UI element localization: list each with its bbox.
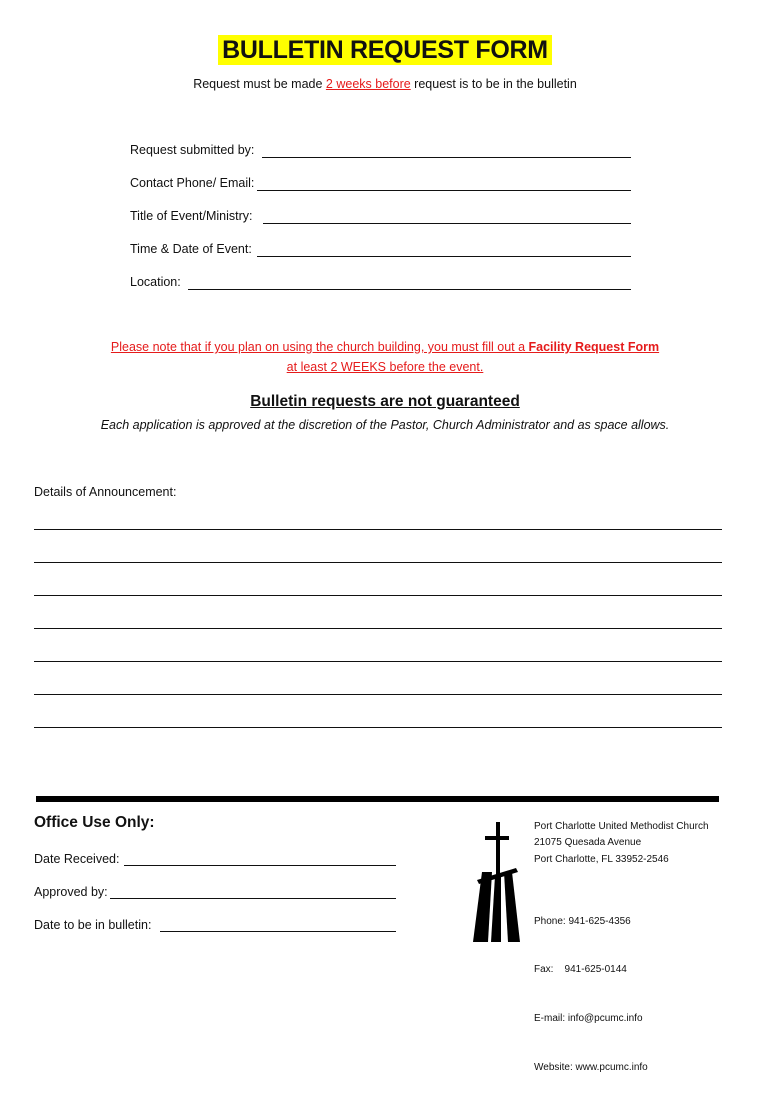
church-city: Port Charlotte, FL 33952-2546 <box>534 853 669 865</box>
page-title <box>0 36 770 65</box>
church-contact-block <box>534 881 648 1093</box>
contact-field[interactable] <box>257 190 631 191</box>
date-in-bulletin-label: Date to be in bulletin: <box>34 918 152 932</box>
title-text: BULLETIN REQUEST FORM <box>218 35 552 65</box>
church-website[interactable]: Website: www.pcumc.info <box>534 1062 648 1074</box>
church-fax: Fax: 941-625-0144 <box>534 964 627 976</box>
details-line-4[interactable] <box>34 628 722 629</box>
location-label: Location: <box>130 275 181 289</box>
location-field[interactable] <box>188 289 631 290</box>
time-date-field[interactable] <box>257 256 631 257</box>
date-in-bulletin-field[interactable] <box>160 931 396 932</box>
facility-notice-line1 <box>0 340 770 354</box>
approved-by-label: Approved by: <box>34 885 108 899</box>
details-line-6[interactable] <box>34 694 722 695</box>
time-date-label: Time & Date of Event: <box>130 242 252 256</box>
details-label: Details of Announcement: <box>34 485 177 499</box>
details-line-3[interactable] <box>34 595 722 596</box>
submitted-by-label: Request submitted by: <box>130 143 255 157</box>
approved-by-field[interactable] <box>110 898 396 899</box>
facility-request-form-link[interactable]: Facility Request Form <box>528 340 660 354</box>
facility-notice-text: Please note that if you plan on using the church building, you must fill out a <box>110 340 529 354</box>
approval-note: Each application is approved at the discretion of the Pastor, Church Administrator and as space allows. <box>100 418 670 432</box>
facility-notice-line2: at least 2 WEEKS before the event. <box>286 360 484 374</box>
date-received-field[interactable] <box>124 865 396 866</box>
date-received-label: Date Received: <box>34 852 120 866</box>
church-address-block <box>534 819 709 868</box>
office-use-title: Office Use Only: <box>34 814 155 831</box>
event-title-field[interactable] <box>263 223 631 224</box>
details-line-7[interactable] <box>34 727 722 728</box>
subtitle-emphasis: 2 weeks before <box>325 77 411 91</box>
details-line-1[interactable] <box>34 529 722 530</box>
event-title-label: Title of Event/Ministry: <box>130 209 253 223</box>
section-divider <box>36 796 719 802</box>
submitted-by-field[interactable] <box>262 157 631 158</box>
contact-label: Contact Phone/ Email: <box>130 176 255 190</box>
church-name: Port Charlotte United Methodist Church <box>534 821 709 832</box>
church-steeple-cross-logo-icon <box>468 822 524 944</box>
church-street: 21075 Quesada Avenue <box>534 837 642 849</box>
subtitle-after: request is to be in the bulletin <box>410 77 577 91</box>
subtitle <box>0 77 770 91</box>
subtitle-before: Request must be made <box>193 77 326 91</box>
details-line-5[interactable] <box>34 661 722 662</box>
church-email[interactable]: E-mail: info@pcumc.info <box>534 1013 643 1025</box>
church-phone: Phone: 941-625-4356 <box>534 915 631 927</box>
details-line-2[interactable] <box>34 562 722 563</box>
not-guaranteed-heading: Bulletin requests are not guaranteed <box>250 393 520 410</box>
